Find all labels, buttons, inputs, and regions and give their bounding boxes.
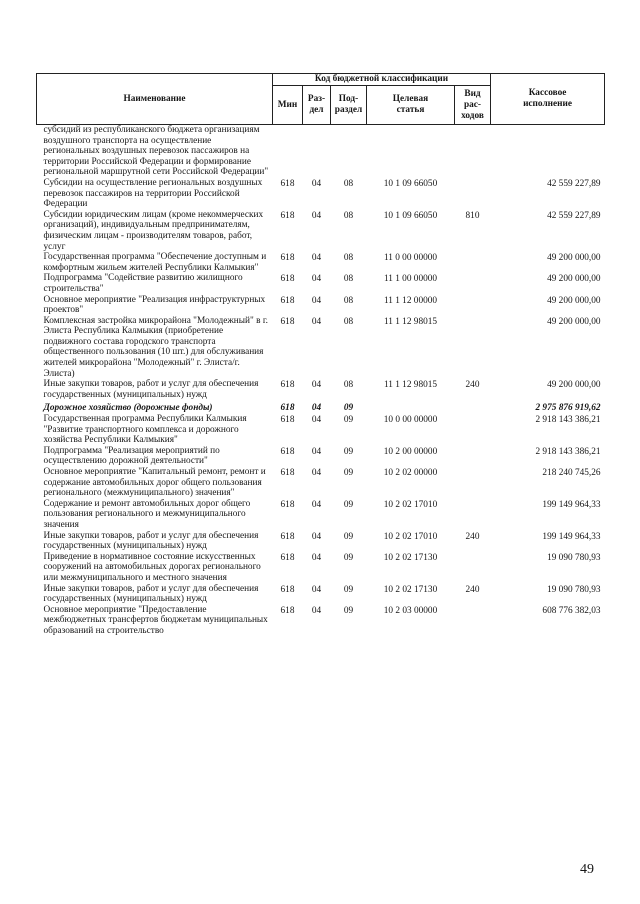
table-row <box>37 210 605 252</box>
row-razdel: 04 <box>311 499 322 510</box>
row-min: 618 <box>280 178 295 189</box>
row-vid <box>455 605 491 637</box>
row-vid: 240 <box>465 584 480 595</box>
table-row <box>37 273 605 294</box>
row-statya: 10 0 00 00000 <box>383 415 438 426</box>
row-min: 618 <box>280 274 295 285</box>
row-vid <box>455 295 491 316</box>
table-row <box>37 414 605 446</box>
row-name: Приведение в нормативное состояние искусственных сооружений на автомобильных дорогах регионального или межмуниципального и местного значения <box>43 551 261 583</box>
row-razdel: 04 <box>311 403 322 414</box>
row-amount: 49 200 000,00 <box>547 380 601 391</box>
row-name: Иные закупки товаров, работ и услуг для обеспечения государственных (муниципальных) нужд <box>43 583 259 605</box>
table-row <box>37 252 605 273</box>
row-statya: 10 2 02 17010 <box>383 499 438 510</box>
header-ispolnenie: Кассовое исполнение <box>491 74 605 125</box>
row-amount: 19 090 780,93 <box>547 584 601 595</box>
row-name: Комплексная застройка микрорайона "Молодежный" в г. Элиста Республика Калмыкия (приобретение подвижного состава городского транспорта общественного пользования (10 шт.) для обслуживания жителей микрорайона "Молодежный" г. Элиста/г. Элиста) <box>43 315 268 379</box>
row-name: Содержание и ремонт автомобильных дорог общего пользования регионального и межмуниципального значения <box>43 498 251 530</box>
table-row <box>37 379 605 400</box>
table-row <box>37 400 605 414</box>
table-body <box>37 125 605 637</box>
row-min: 618 <box>280 605 295 616</box>
row-min: 618 <box>280 468 295 478</box>
row-razdel: 04 <box>311 584 322 595</box>
row-min: 618 <box>280 552 295 563</box>
table-row <box>37 125 605 178</box>
row-name: Основное мероприятие "Капитальный ремонт, ремонт и содержание автомобильных дорог общего пользования регионального (межмуниципального) значения" <box>43 467 266 499</box>
row-vid <box>455 252 491 273</box>
row-razdel: 04 <box>311 605 322 616</box>
row-amount: 218 240 745,26 <box>542 468 601 478</box>
header-razdel: Раз- дел <box>303 86 331 125</box>
row-min: 618 <box>280 403 295 414</box>
row-name: субсидий из республиканского бюджета организациям воздушного транспорта на осуществление региональных воздушных перевозок пассажиров на территории Российской Федерации и формирование региональной маршрутной сети Российской Федерации" <box>43 125 269 178</box>
row-podrazdel: 09 <box>343 403 354 414</box>
header-statya: Целевая статья <box>367 86 455 125</box>
row-statya: 11 1 00 00000 <box>383 274 438 285</box>
row-amount: 2 918 143 386,21 <box>535 415 601 426</box>
row-podrazdel <box>331 125 367 178</box>
row-podrazdel: 08 <box>343 253 354 264</box>
row-podrazdel: 08 <box>343 178 354 189</box>
row-razdel: 04 <box>311 178 322 189</box>
table-row <box>37 178 605 210</box>
row-razdel: 04 <box>311 274 322 285</box>
row-vid <box>455 125 491 178</box>
row-min: 618 <box>280 584 295 595</box>
row-name: Подпрограмма "Содействие развитию жилищного строительства" <box>43 273 243 294</box>
row-razdel: 04 <box>311 316 322 327</box>
row-statya: 11 1 12 98015 <box>383 380 438 391</box>
row-min: 618 <box>280 316 295 327</box>
row-vid <box>455 467 491 499</box>
row-podrazdel: 09 <box>343 468 354 478</box>
header-podrazdel: Под- раздел <box>331 86 367 125</box>
row-min: 618 <box>280 210 295 221</box>
row-podrazdel: 09 <box>343 531 354 542</box>
row-name: Государственная программа "Обеспечение доступным и комфортным жильем жителей Республики Калмыкия" <box>43 252 267 273</box>
row-amount: 42 559 227,89 <box>547 210 601 221</box>
table-row <box>37 446 605 467</box>
row-name: Основное мероприятие "Реализация инфраструктурных проектов" <box>43 294 266 316</box>
row-statya: 10 2 00 00000 <box>383 446 438 457</box>
row-podrazdel: 09 <box>343 415 354 426</box>
row-podrazdel: 08 <box>343 316 354 327</box>
row-min: 618 <box>280 415 295 426</box>
row-amount: 199 149 964,33 <box>542 499 601 510</box>
row-amount: 2 975 876 919,62 <box>535 403 601 414</box>
row-amount: 199 149 964,33 <box>542 531 601 542</box>
row-amount <box>491 125 605 178</box>
row-podrazdel: 09 <box>343 605 354 616</box>
row-statya: 10 1 09 66050 <box>383 210 438 221</box>
row-vid <box>455 316 491 380</box>
header-code-group: Код бюджетной классификации <box>273 74 491 86</box>
row-amount: 49 200 000,00 <box>547 316 601 327</box>
row-name: Подпрограмма "Реализация мероприятий по осуществлению дорожной деятельности" <box>43 445 220 467</box>
row-name: Субсидии юридическим лицам (кроме некоммерческих организаций), индивидуальным предпринимателям, физическим лицам - производителям товаров, работ, услуг <box>43 209 264 252</box>
row-amount: 2 918 143 386,21 <box>535 446 601 457</box>
table-row <box>37 295 605 316</box>
row-statya: 10 1 09 66050 <box>383 178 438 189</box>
row-min: 618 <box>280 380 295 391</box>
row-amount: 49 200 000,00 <box>547 295 601 306</box>
row-podrazdel: 08 <box>343 210 354 221</box>
row-amount: 42 559 227,89 <box>547 178 601 189</box>
row-vid <box>455 178 491 210</box>
row-name: Иные закупки товаров, работ и услуг для обеспечения государственных (муниципальных) нужд <box>43 379 259 400</box>
row-podrazdel: 08 <box>343 295 354 306</box>
row-razdel: 04 <box>311 253 322 264</box>
row-statya: 10 2 02 17130 <box>383 552 438 563</box>
row-name: Субсидии на осуществление региональных воздушных перевозок пассажиров на территории Российской Федерации <box>43 177 263 210</box>
row-statya: 11 0 00 00000 <box>383 253 438 264</box>
row-podrazdel: 09 <box>343 552 354 563</box>
row-podrazdel: 09 <box>343 499 354 510</box>
table-row <box>37 531 605 552</box>
row-name: Иные закупки товаров, работ и услуг для обеспечения государственных (муниципальных) нужд <box>43 530 259 552</box>
row-statya: 10 2 02 17130 <box>383 584 438 595</box>
row-name: Основное мероприятие "Предоставление межбюджетных трансфертов бюджетам муниципальных образований на строительство <box>43 604 268 636</box>
row-vid <box>455 414 491 446</box>
table-row <box>37 499 605 531</box>
row-razdel: 04 <box>311 295 322 306</box>
header-vid: Вид рас- ходов <box>455 86 491 125</box>
row-min: 618 <box>280 295 295 306</box>
row-vid <box>455 446 491 467</box>
row-statya: 11 1 12 00000 <box>383 295 438 306</box>
row-statya: 11 1 12 98015 <box>383 316 438 327</box>
row-name: Дорожное хозяйство (дорожные фонды) <box>43 403 213 414</box>
row-razdel: 04 <box>311 552 322 563</box>
row-razdel: 04 <box>311 468 322 478</box>
row-razdel <box>303 125 331 178</box>
row-podrazdel: 08 <box>343 380 354 391</box>
row-vid: 810 <box>465 210 480 221</box>
row-razdel: 04 <box>311 415 322 426</box>
budget-table <box>36 73 605 637</box>
row-amount: 608 776 382,03 <box>542 605 601 616</box>
row-amount: 49 200 000,00 <box>547 253 601 264</box>
row-razdel: 04 <box>311 380 322 391</box>
row-podrazdel: 08 <box>343 274 354 285</box>
row-statya <box>367 125 455 178</box>
table-row <box>37 316 605 380</box>
row-min <box>273 125 303 178</box>
table-row <box>37 584 605 605</box>
row-vid: 240 <box>465 380 480 391</box>
row-statya: 10 2 02 00000 <box>383 468 438 478</box>
header-name: Наименование <box>37 74 273 125</box>
row-statya <box>367 400 455 414</box>
row-vid <box>455 552 491 584</box>
row-razdel: 04 <box>311 531 322 542</box>
row-vid: 240 <box>465 531 480 542</box>
row-min: 618 <box>280 446 295 457</box>
row-podrazdel: 09 <box>343 584 354 595</box>
page-number: 49 <box>580 862 594 877</box>
row-statya: 10 2 02 17010 <box>383 531 438 542</box>
row-razdel: 04 <box>311 446 322 457</box>
row-name: Государственная программа Республики Калмыкия "Развитие транспортного комплекса и дорожного хозяйства Республики Калмыкия" <box>43 414 247 446</box>
table-row <box>37 605 605 637</box>
row-amount: 19 090 780,93 <box>547 552 601 563</box>
table-row <box>37 552 605 584</box>
row-podrazdel: 09 <box>343 446 354 457</box>
row-min: 618 <box>280 253 295 264</box>
row-min: 618 <box>280 531 295 542</box>
row-statya: 10 2 03 00000 <box>383 605 438 616</box>
table-header <box>37 74 605 125</box>
row-vid <box>455 273 491 294</box>
row-amount: 49 200 000,00 <box>547 274 601 285</box>
row-vid <box>455 499 491 531</box>
row-min: 618 <box>280 499 295 510</box>
table-row <box>37 467 605 499</box>
header-min: Мин <box>273 86 303 125</box>
row-vid <box>455 400 491 414</box>
row-razdel: 04 <box>311 210 322 221</box>
